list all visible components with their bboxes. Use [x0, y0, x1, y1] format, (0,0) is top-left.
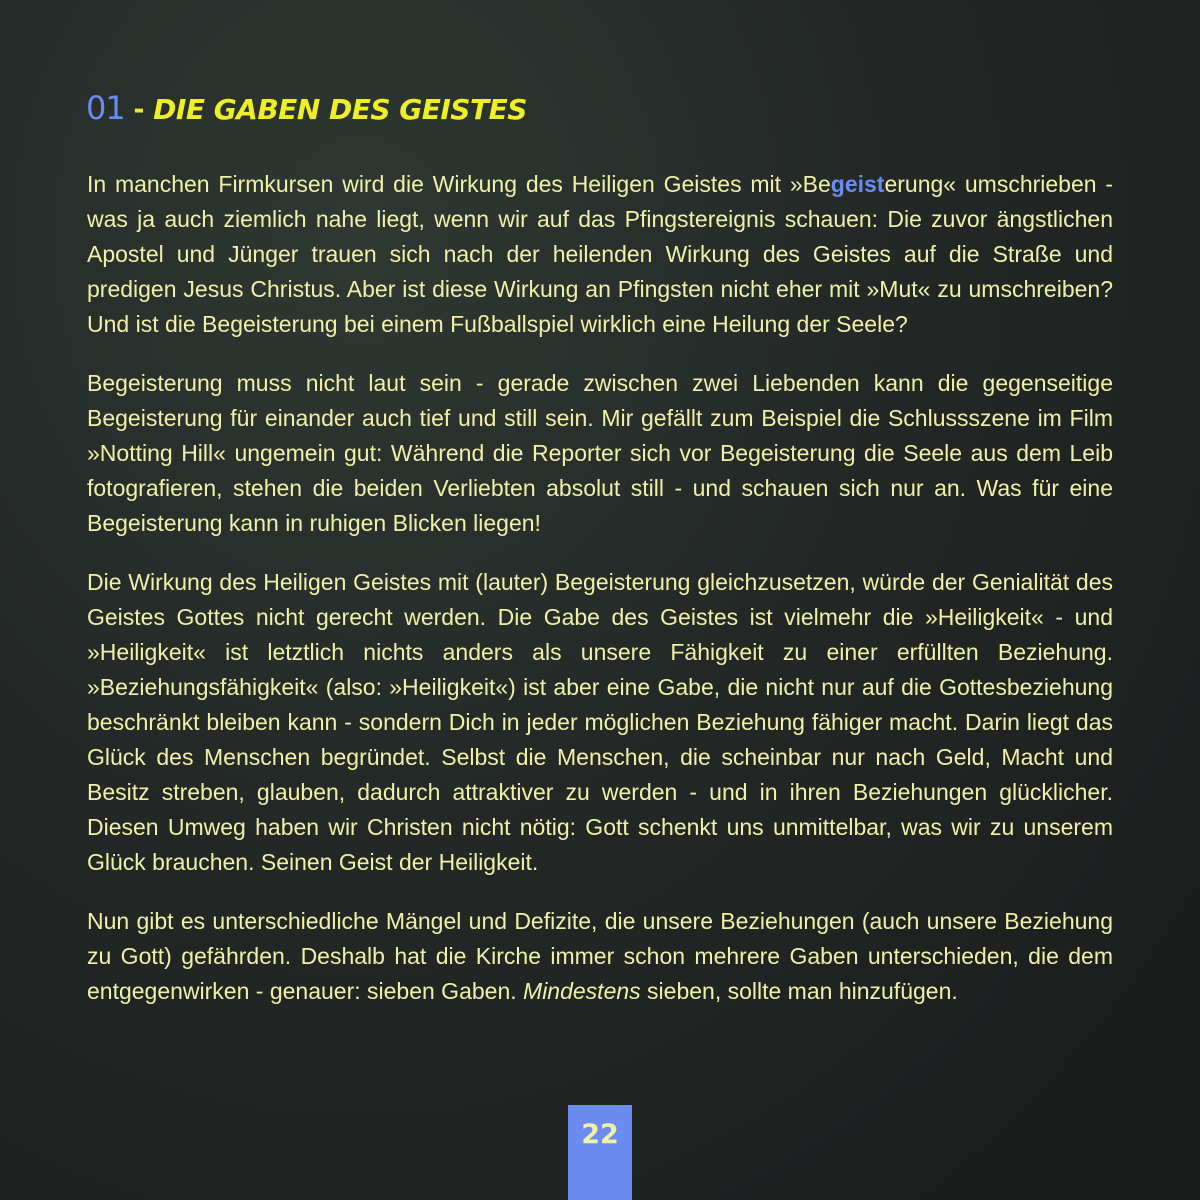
paragraph-4-end: sieben, sollte man hinzufügen. — [640, 978, 958, 1004]
paragraph-4 — [87, 904, 1113, 1009]
paragraph-2: Begeisterung muss nicht laut sein - gerade zwischen zwei Liebenden kann die gegenseitige Begeisterung für einander auch tief und still sein. Mir gefällt zum Beispiel die Schlussszene im Film »Notting Hill« ungemein gut: Während die Reporter sich vor Begeisterung die Seele aus dem Leib fotografieren, stehen die beiden Verliebten absolut still - und schauen sich nur an. Was für eine Begeisterung kann in ruhigen Blicken liegen! — [87, 370, 1113, 536]
paragraph-1-end: erung« umschrieben - was ja auch ziemlich nahe liegt, wenn wir auf das Pfingstereignis schauen: Die zuvor ängstlichen Apostel und Jünger trauen sich nach der heilenden Wirkung des Geistes auf die Straße und predigen Jesus Christus. Aber ist diese Wirkung an Pfingsten nicht eher mit »Mut« zu umschreiben? Und ist die Begeisterung bei einem Fußballspiel wirklich eine Heilung der Seele? — [87, 171, 1114, 337]
highlighted-word: geist — [830, 171, 885, 197]
paragraph-1 — [87, 167, 1113, 342]
section-title: DIE GABEN DES GEISTES — [153, 93, 527, 126]
emphasized-word: Mindestens — [523, 978, 641, 1004]
section-number: 01 — [86, 89, 125, 127]
heading-separator: - — [133, 90, 145, 126]
page-number: 22 — [568, 1105, 632, 1200]
section-heading — [86, 86, 527, 132]
paragraph-3: Die Wirkung des Heiligen Geistes mit (lauter) Begeisterung gleichzusetzen, würde der Genialität des Geistes Gottes nicht gerecht werden. Die Gabe des Geistes ist vielmehr die »Heiligkeit« - und »Heiligkeit« ist letztlich nichts anders als unsere Fähigkeit zu einer erfüllten Beziehung. »Beziehungsfähigkeit« (also: »Heiligkeit«) ist aber eine Gabe, die nicht nur auf die Gottesbeziehung beschränkt bleiben kann - sondern Dich in jeder möglichen Beziehung fähiger macht. Darin liegt das Glück des Menschen begründet. Selbst die Menschen, die scheinbar nur nach Geld, Macht und Besitz streben, glauben, dadurch attraktiver zu werden - und in ihren Beziehungen glücklicher. Diesen Umweg haben wir Christen nicht nötig: Gott schenkt uns unmittelbar, was wir zu unserem Glück brauchen. Seinen Geist der Heiligkeit. — [87, 569, 1113, 875]
paragraph-4-start: Nun gibt es unterschiedliche Mängel und Defizite, die unsere Beziehungen (auch unsere Beziehung zu Gott) gefährden. Deshalb hat die Kirche immer schon mehrere Gaben unterschieden, die dem entgegenwirken - genauer: sieben Gaben. — [87, 908, 1113, 1004]
body-text — [87, 167, 1113, 1033]
paragraph-1-start: In manchen Firmkursen wird die Wirkung des Heiligen Geistes mit »Be — [87, 171, 831, 197]
